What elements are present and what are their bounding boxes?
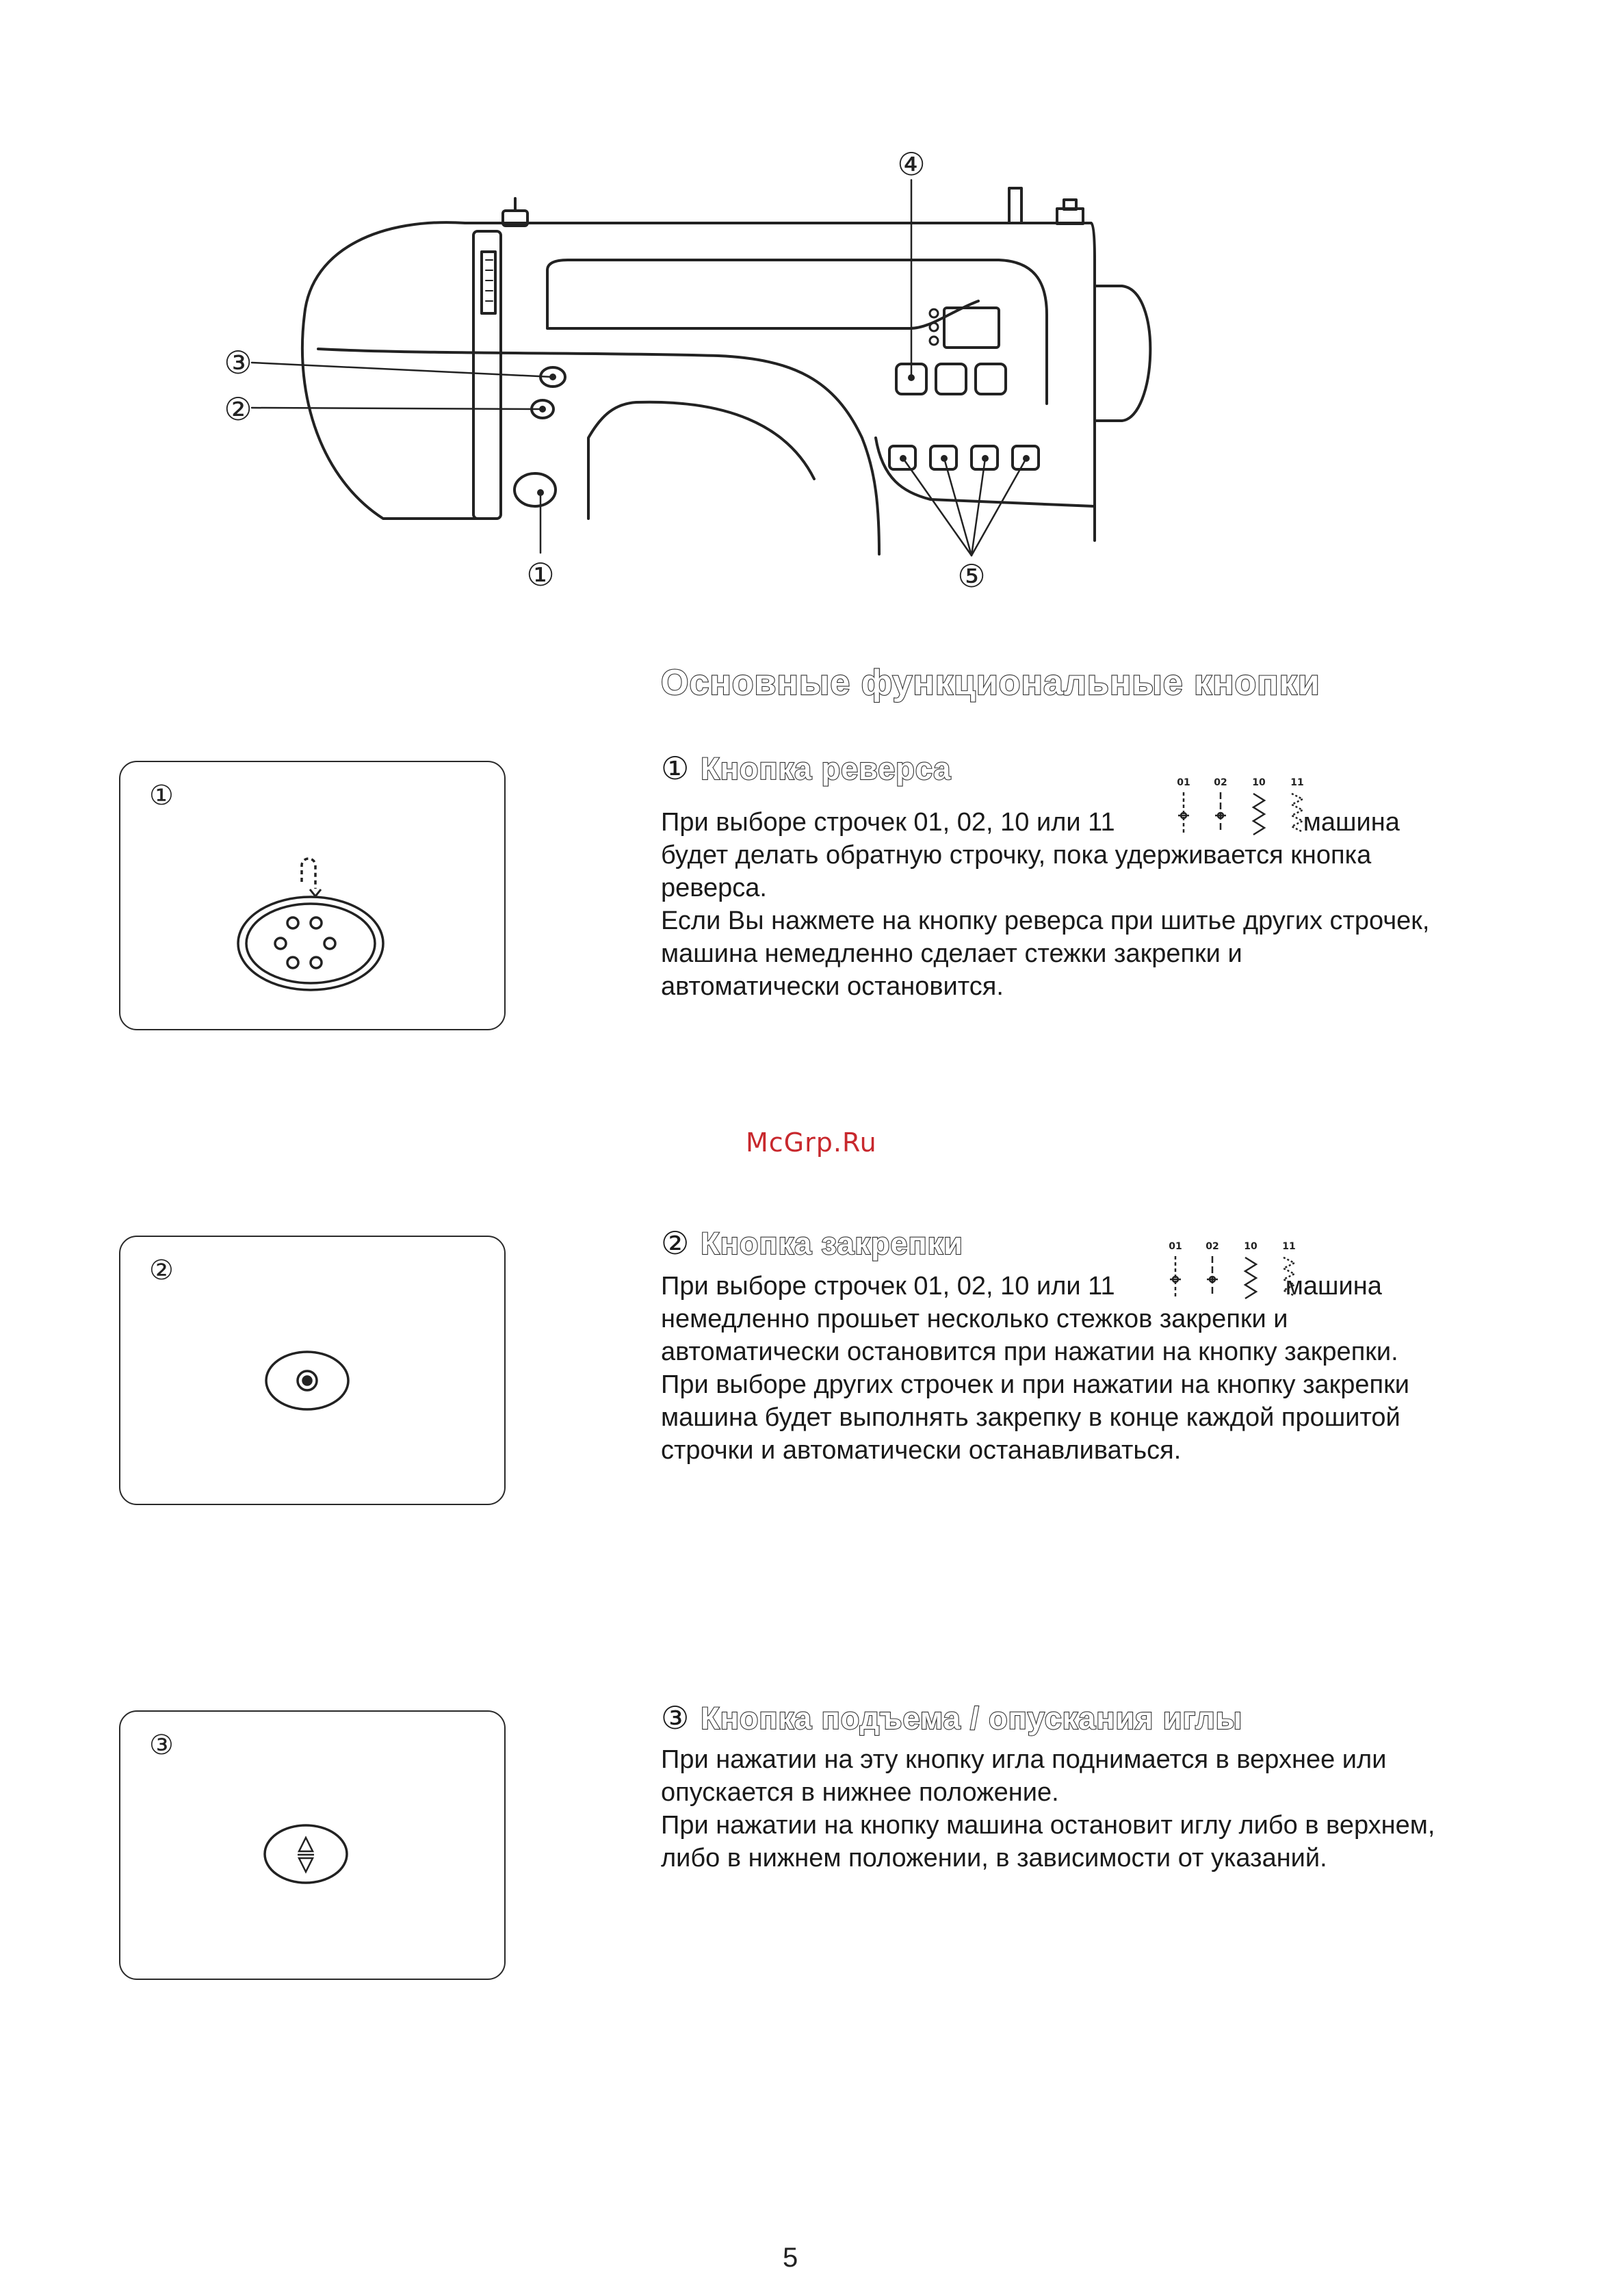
- card-1-number: ①: [149, 780, 174, 811]
- section-2-line: При выборе других строчек и при нажатии на кнопку закрепки: [661, 1370, 1409, 1399]
- section-1-title: [661, 750, 951, 787]
- section-3-title-text: Кнопка подъема / опускания иглы: [701, 1701, 1243, 1736]
- section-3-line: либо в нижнем положении, в зависимости от указаний.: [661, 1844, 1327, 1873]
- card-3-number: ③: [149, 1730, 174, 1761]
- section-3-number: ③: [661, 1699, 690, 1736]
- stitch-code: 01: [1169, 1241, 1182, 1252]
- needle-up-down-card: [119, 1710, 506, 1980]
- stitch-code: 02: [1206, 1241, 1219, 1252]
- section-1-title-text: Кнопка реверса: [701, 751, 952, 786]
- section-2-line: машина будет выполнять закрепку в конце каждой прошитой: [661, 1403, 1400, 1432]
- reverse-button-icon: [230, 851, 387, 981]
- stitch-icons-1: [1171, 773, 1322, 842]
- sewing-machine-diagram: [0, 0, 1616, 616]
- section-1-line: Если Вы нажмете на кнопку реверса при шитье других строчек,: [661, 906, 1430, 935]
- section-1-number: ①: [661, 750, 690, 787]
- section-3-body: [661, 1743, 1435, 1875]
- callout-1: ①: [526, 556, 555, 593]
- section-1-line: реверса.: [661, 874, 767, 902]
- tie-off-button-card: [119, 1236, 506, 1505]
- callout-2: ②: [224, 391, 252, 428]
- section-1-line: автоматически остановится.: [661, 972, 1004, 1001]
- stitch-code: 01: [1177, 777, 1190, 788]
- section-2-line1-start: При выборе строчек 01, 02, 10 или 11: [661, 1272, 1115, 1301]
- stitch-code: 10: [1252, 777, 1266, 788]
- section-2-title: [661, 1225, 963, 1262]
- stitch-code: 11: [1282, 1241, 1296, 1252]
- callout-3: ③: [224, 344, 252, 381]
- card-2-number: ②: [149, 1255, 174, 1286]
- section-2-line: автоматически остановится при нажатии на кнопку закрепки.: [661, 1338, 1398, 1366]
- stitch-code: 10: [1244, 1241, 1257, 1252]
- section-3-line: При нажатии на эту кнопку игла поднимается в верхнее или: [661, 1745, 1387, 1774]
- stitch-code: 02: [1214, 777, 1227, 788]
- section-1-line: будет делать обратную строчку, пока удерживается кнопка: [661, 841, 1372, 870]
- section-2-line: строчки и автоматически останавливаться.: [661, 1436, 1182, 1465]
- watermark: McGrp.Ru: [746, 1127, 877, 1158]
- main-title: Основные функциональные кнопки: [661, 663, 1320, 703]
- section-2-number: ②: [661, 1225, 690, 1262]
- tie-off-button-icon: [263, 1346, 352, 1415]
- page-number: 5: [783, 2243, 798, 2273]
- reverse-button-card: [119, 761, 506, 1030]
- section-1-line: машина немедленно сделает стежки закрепки и: [661, 939, 1242, 968]
- section-2-line: немедленно прошьет несколько стежков закрепки и: [661, 1305, 1288, 1333]
- section-1-line1-end: машина: [1303, 808, 1400, 837]
- section-3-line: опускается в нижнее положение.: [661, 1778, 1059, 1807]
- section-2-line1-end: машина: [1285, 1272, 1382, 1301]
- section-3-title: [661, 1699, 1242, 1736]
- callout-4: ④: [897, 146, 926, 183]
- section-2-title-text: Кнопка закрепки: [701, 1226, 963, 1261]
- needle-up-down-icon: [261, 1820, 350, 1888]
- callout-5: ⑤: [957, 558, 986, 595]
- stitch-code: 11: [1290, 777, 1304, 788]
- section-3-line: При нажатии на кнопку машина остановит иглу либо в верхнем,: [661, 1811, 1435, 1840]
- stitch-icons-2: [1163, 1237, 1314, 1305]
- section-1-line1-start: При выборе строчек 01, 02, 10 или 11: [661, 808, 1115, 837]
